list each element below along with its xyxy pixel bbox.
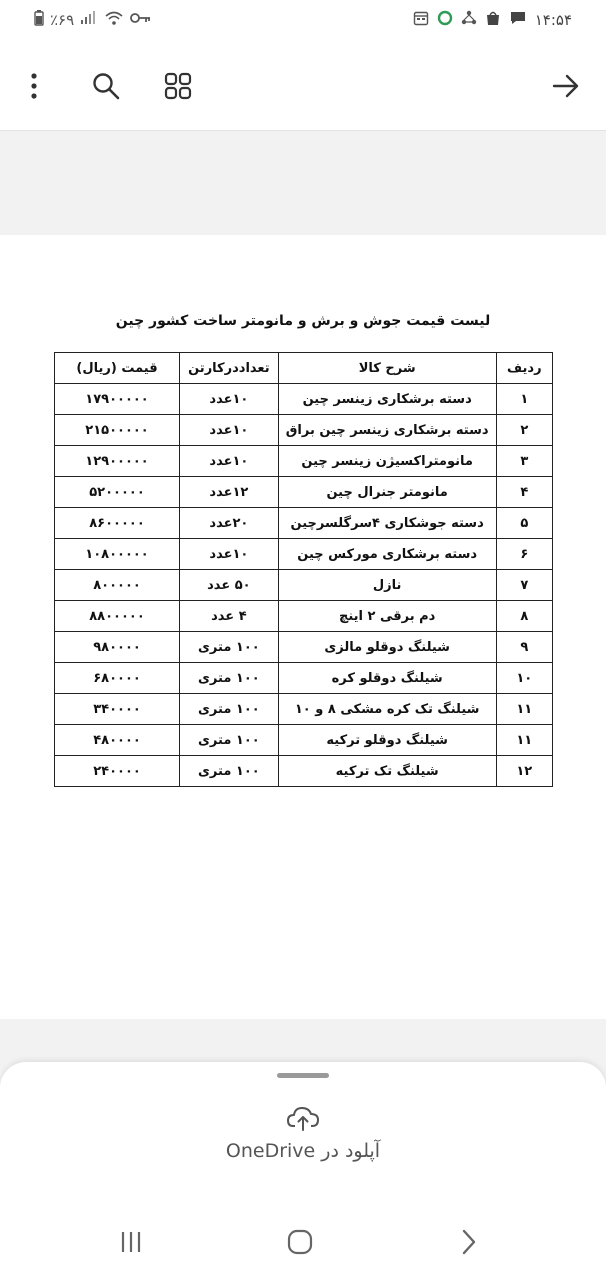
home-button[interactable] [280, 1228, 320, 1260]
cell-description: شیلنگ دوقلو مالزی [278, 632, 496, 663]
header-description: شرح کالا [278, 353, 496, 384]
cell-description: مانومتراکسیژن زینسر چین [278, 446, 496, 477]
cell-quantity: ۴ عدد [180, 601, 279, 632]
table-row [55, 725, 553, 756]
search-icon [92, 72, 120, 104]
chat-icon [509, 10, 527, 30]
cell-description: شیلنگ تک ترکیه [278, 756, 496, 787]
document-page [0, 235, 606, 1019]
cell-quantity: ۱۰عدد [180, 384, 279, 415]
ring-app-icon [437, 10, 453, 30]
status-left-group [34, 10, 152, 30]
cell-quantity: ۱۰۰ متری [180, 694, 279, 725]
table-row [55, 756, 553, 787]
cell-index: ۶ [496, 539, 552, 570]
arrow-right-icon [552, 74, 580, 102]
system-nav-bar [0, 1206, 606, 1280]
cell-price: ۱۲۹۰۰۰۰۰ [55, 446, 180, 477]
sheet-drag-handle[interactable] [277, 1073, 329, 1078]
header-quantity: تعداددرکارتن [180, 353, 279, 384]
more-options-button[interactable] [14, 68, 54, 108]
shopping-bag-icon [485, 10, 501, 30]
cell-description: دم برقی ۲ اینچ [278, 601, 496, 632]
cloud-upload-icon[interactable] [286, 1104, 320, 1132]
more-vert-icon [30, 73, 38, 103]
back-button[interactable] [449, 1228, 489, 1260]
header-price: قیمت (ریال) [55, 353, 180, 384]
wifi-icon [104, 10, 124, 30]
table-row [55, 601, 553, 632]
signal-icon [80, 11, 98, 29]
cell-index: ۹ [496, 632, 552, 663]
cell-index: ۱۱ [496, 694, 552, 725]
cell-quantity: ۱۰۰ متری [180, 725, 279, 756]
cell-price: ۹۸۰۰۰۰ [55, 632, 180, 663]
cell-price: ۸۰۰۰۰۰ [55, 570, 180, 601]
table-row [55, 384, 553, 415]
table-row [55, 539, 553, 570]
table-body [55, 384, 553, 787]
cell-description: شیلنگ دوقلو کره [278, 663, 496, 694]
cell-index: ۳ [496, 446, 552, 477]
cell-quantity: ۱۰۰ متری [180, 756, 279, 787]
cell-index: ۱۱ [496, 725, 552, 756]
cell-index: ۱ [496, 384, 552, 415]
cell-price: ۸۶۰۰۰۰۰ [55, 508, 180, 539]
home-icon [286, 1228, 314, 1260]
cell-description: شیلنگ تک کره مشکی ۸ و ۱۰ [278, 694, 496, 725]
grid-view-icon [164, 72, 192, 104]
recent-apps-button[interactable] [111, 1228, 151, 1260]
cell-price: ۵۲۰۰۰۰۰ [55, 477, 180, 508]
status-time: ۱۴:۵۴ [534, 11, 572, 29]
cell-index: ۸ [496, 601, 552, 632]
cell-quantity: ۲۰عدد [180, 508, 279, 539]
cell-price: ۲۴۰۰۰۰ [55, 756, 180, 787]
cell-description: دسته جوشکاری ۴سرگلسرچین [278, 508, 496, 539]
status-right-group [413, 10, 572, 30]
table-row [55, 446, 553, 477]
forward-button[interactable] [546, 68, 586, 108]
viewer-toolbar [0, 44, 606, 131]
price-table [54, 352, 553, 787]
upload-onedrive-label[interactable]: آپلود در OneDrive [225, 1140, 381, 1162]
table-row [55, 508, 553, 539]
cell-price: ۶۸۰۰۰۰ [55, 663, 180, 694]
search-button[interactable] [86, 68, 126, 108]
cell-price: ۳۴۰۰۰۰ [55, 694, 180, 725]
page-gap [0, 131, 606, 235]
cell-index: ۷ [496, 570, 552, 601]
cell-quantity: ۱۰عدد [180, 446, 279, 477]
table-header-row [55, 353, 553, 384]
calendar-icon [413, 10, 429, 30]
cell-price: ۱۷۹۰۰۰۰۰ [55, 384, 180, 415]
cell-price: ۱۰۸۰۰۰۰۰ [55, 539, 180, 570]
cell-price: ۴۸۰۰۰۰ [55, 725, 180, 756]
table-row [55, 694, 553, 725]
cell-quantity: ۱۰عدد [180, 539, 279, 570]
cell-description: شیلنگ دوقلو ترکیه [278, 725, 496, 756]
cell-description: دسته برشکاری زینسر چین براق [278, 415, 496, 446]
cell-quantity: ۱۲عدد [180, 477, 279, 508]
cell-index: ۱۲ [496, 756, 552, 787]
cell-index: ۱۰ [496, 663, 552, 694]
table-row [55, 415, 553, 446]
cell-quantity: ۱۰عدد [180, 415, 279, 446]
sync-app-icon [461, 10, 477, 30]
table-row [55, 477, 553, 508]
cell-quantity: ۱۰۰ متری [180, 663, 279, 694]
page-grid-button[interactable] [158, 68, 198, 108]
header-index: ردیف [496, 353, 552, 384]
cell-quantity: ۵۰ عدد [180, 570, 279, 601]
cell-description: دسته برشکاری زینسر چین [278, 384, 496, 415]
cell-index: ۵ [496, 508, 552, 539]
cell-index: ۴ [496, 477, 552, 508]
cell-description: دسته برشکاری مورکس چین [278, 539, 496, 570]
cell-quantity: ۱۰۰ متری [180, 632, 279, 663]
battery-percent: ٪۶۹ [50, 11, 75, 29]
key-icon [130, 11, 152, 29]
cell-price: ۸۸۰۰۰۰۰ [55, 601, 180, 632]
status-bar [0, 0, 606, 44]
cell-description: نازل [278, 570, 496, 601]
table-row [55, 570, 553, 601]
table-row [55, 632, 553, 663]
chevron-right-icon [461, 1229, 477, 1259]
cell-description: مانومتر جنرال چین [278, 477, 496, 508]
recent-apps-icon [119, 1230, 143, 1258]
cell-price: ۲۱۵۰۰۰۰۰ [55, 415, 180, 446]
bottom-sheet [0, 1062, 606, 1206]
table-row [55, 663, 553, 694]
document-title: لیست قیمت جوش و برش و مانومتر ساخت کشور چین [115, 313, 491, 329]
cell-index: ۲ [496, 415, 552, 446]
battery-icon [34, 10, 44, 30]
